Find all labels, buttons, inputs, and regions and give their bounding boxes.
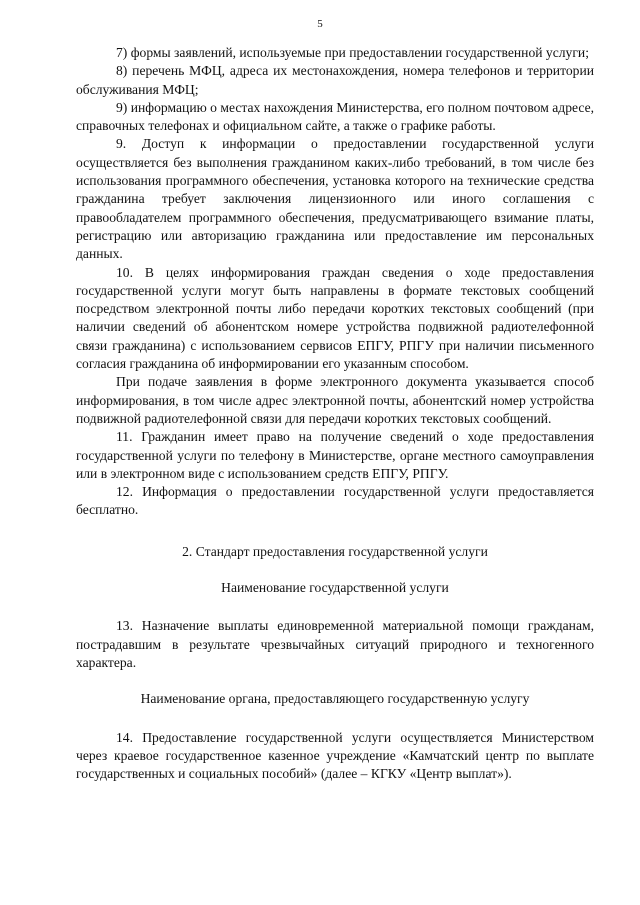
subheading-service-name: Наименование государственной услуги	[221, 580, 449, 596]
page-body	[76, 44, 594, 783]
paragraph-12-free-of-charge: 12. Информация о предоставлении государственной услуги предоставляется бесплатно.	[76, 484, 594, 518]
paragraph-9-access: 9. Доступ к информации о предоставлении государственной услуги осуществляется без выполнения гражданином каких-либо требований, в том числе без использования программного обеспечения, установка которого на технические средства гражданина требует заключения лицензионного или иного соглашения с правообладателем программного обеспечения, предусматривающего взимание платы, регистрацию или авторизацию гражданина или предоставление им персональных данных.	[76, 136, 594, 262]
paragraph-11-status-right: 11. Гражданин имеет право на получение сведений о ходе предоставления государственной услуги по телефону в Министерстве, органе местного самоуправления или в электронном виде с использованием средств ЕПГУ, РПГУ.	[76, 429, 594, 481]
item-8-mfc-list: 8) перечень МФЦ, адреса их местонахождения, номера телефонов и территории обслуживания МФЦ;	[76, 63, 594, 97]
item-7-forms: 7) формы заявлений, используемые при предоставлении государственной услуги;	[116, 45, 589, 60]
paragraph-10-notification: 10. В целях информирования граждан сведения о ходе предоставления государственной услуги могут быть направлены в формате текстовых сообщений посредством электронной почты либо передачи коротких текстовых сообщений (при наличии сведений об абонентском номере устройства подвижной радиотелефонной связи гражданина) с использованием сервисов ЕПГУ, РПГУ при наличии письменного согласия гражданина об информировании его указанным способом.	[76, 264, 594, 372]
item-9-ministry-info: 9) информацию о местах нахождения Министерства, его полном почтовом адресе, справочных телефонах и официальном сайте, а также о графике работы.	[76, 99, 594, 134]
paragraph-electronic-document: При подаче заявления в форме электронного документа указывается способ информирования, в том числе адрес электронной почты, абонентский номер устройства подвижной радиотелефонной связи для передачи коротких текстовых сообщений.	[76, 374, 594, 426]
section-heading: 2. Стандарт предоставления государственной услуги	[182, 543, 488, 559]
paragraph-13-service-name: 13. Назначение выплаты единовременной материальной помощи гражданам, пострадавшим в результате чрезвычайных ситуаций природного и техногенного характера.	[76, 618, 594, 670]
subheading-provider: Наименование органа, предоставляющего государственную услугу	[140, 691, 530, 707]
paragraph-14-provider: 14. Предоставление государственной услуги осуществляется Министерством через краевое государственное казенное учреждение «Камчатский центр по выплате государственных и социальных пособий» (далее – КГКУ «Центр выплат»).	[76, 729, 594, 782]
page-number: 5	[317, 18, 323, 30]
